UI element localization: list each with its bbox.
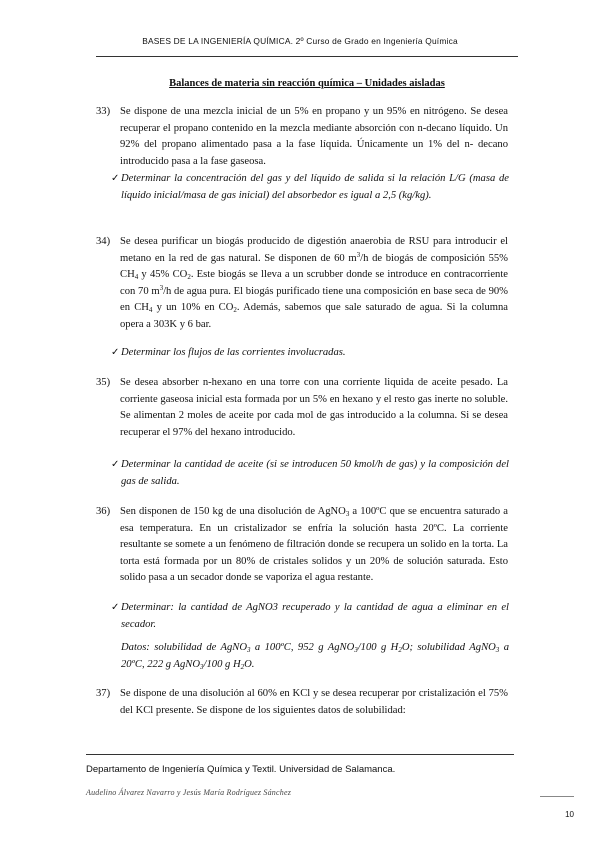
page-number-rule [540,796,574,797]
header-rule [96,56,518,57]
task-text: Determinar la cantidad de aceite (si se introducen 50 kmol/h de gas) y la composición del gas de salida. [121,459,509,487]
checkmark-icon: ✓ [111,173,120,184]
problem-36 [96,504,508,587]
task-text: Determinar la concentración del gas y del líquido de salida si la relación L/G (masa de líquido inicial/masa de gas inicial) del absorbedor es igual a 2,5 (kg/kg). [121,173,509,201]
problem-37 [96,686,508,719]
footer-department: Departamento de Ingeniería Química y Textil. Universidad de Salamanca. [86,764,396,775]
checkmark-icon: ✓ [111,347,120,358]
datos-36: Datos: solubilidad de AgNO$_3$ a 100ºC, 952 g AgNO$_3$/100 g $H_2O$; solubilidad AgNO$_3$ a 20ºC, 222 g AgNO$_3$/100 g $H_2O$. [121,642,509,671]
problem-number: 34) [96,236,111,247]
problem-text: Sen disponen de 150 kg de una disolución de AgNO$_3$ a 100ºC que se encuentra saturado a esa temperatura. En un cristalizador se enfría la solución hasta 20ºC. La corriente resultante se somete a un fenómeno de filtración donde se recupera un solido en la torta. La torta está formada por un 80% de cristales solidos y un 20% de solución saturada. Esto solido pasa a un secador donde se vaporiza el agua restante. [120,506,508,584]
problem-text: Se desea purificar un biogás producido de digestión anaerobia de RSU para introducir el metano en la red de gas natural. Se disponen de 60 $m^3/h$ de biogás de composición 55% $CH_4$ y 45% $CO_2$. Este biogás se lleva a un scrubber donde se introduce en contracorriente con 70 $m^3/h$ de agua pura. El biogás purificado tiene una composición en base seca de 90% en $CH_4$ y un 10% en $CO_2$. Además, sabemos que sale saturado de agua. Si la columna opera a 303K y 6 bar. [120,236,508,330]
checkmark-icon: ✓ [111,602,120,613]
task-35 [111,457,509,490]
page-number: 10 [565,810,574,819]
page-header: BASES DE LA INGENIERÍA QUÍMICA. 2º Curso de Grado en Ingeniería Química [142,36,458,46]
problem-number: 37) [96,688,111,699]
task-text: Determinar: la cantidad de AgNO3 recuperado y la cantidad de agua a eliminar en el secador. [121,602,509,630]
problem-text: Se dispone de una disolución al 60% en KCl y se desea recuperar por cristalización el 75% del KCl presente. Se dispone de los siguientes datos de solubilidad: [120,688,508,716]
problem-number: 36) [96,506,111,517]
footer-rule [86,754,514,755]
section-title: Balances de materia sin reacción química – Unidades aisladas [169,78,445,89]
task-36 [111,600,509,633]
problem-number: 33) [96,106,111,117]
problem-33 [96,104,508,170]
problem-text: Se desea absorber n-hexano en una torre con una corriente liquida de aceite pesado. La corriente gaseosa inicial esta formada por un 5% en hexano y el resto gas inerte no soluble. Se alimentan 2 moles de aceite por cada mol de gas introducido a la columna. Si se desea recuperar el 97% del hexano introducido. [120,377,508,438]
task-33 [111,171,509,204]
checkmark-icon: ✓ [111,459,120,470]
task-34 [111,345,509,362]
problem-text: Se dispone de una mezcla inicial de un 5% en propano y un 95% en nitrógeno. Se desea recuperar el propano contenido en la mezcla mediante absorción con n-decano líquido. Un 92% del propano alimentado pasa a la fase líquida. Únicamente un 1% del n- decano introducido pasa a la fase gaseosa. [120,106,508,167]
problem-34 [96,234,508,334]
problem-number: 35) [96,377,111,388]
problem-35 [96,375,508,441]
footer-authors: Audelino Álvarez Navarro y Jesús María Rodríguez Sánchez [86,788,292,797]
task-text: Determinar los flujos de las corrientes involucradas. [121,347,346,358]
